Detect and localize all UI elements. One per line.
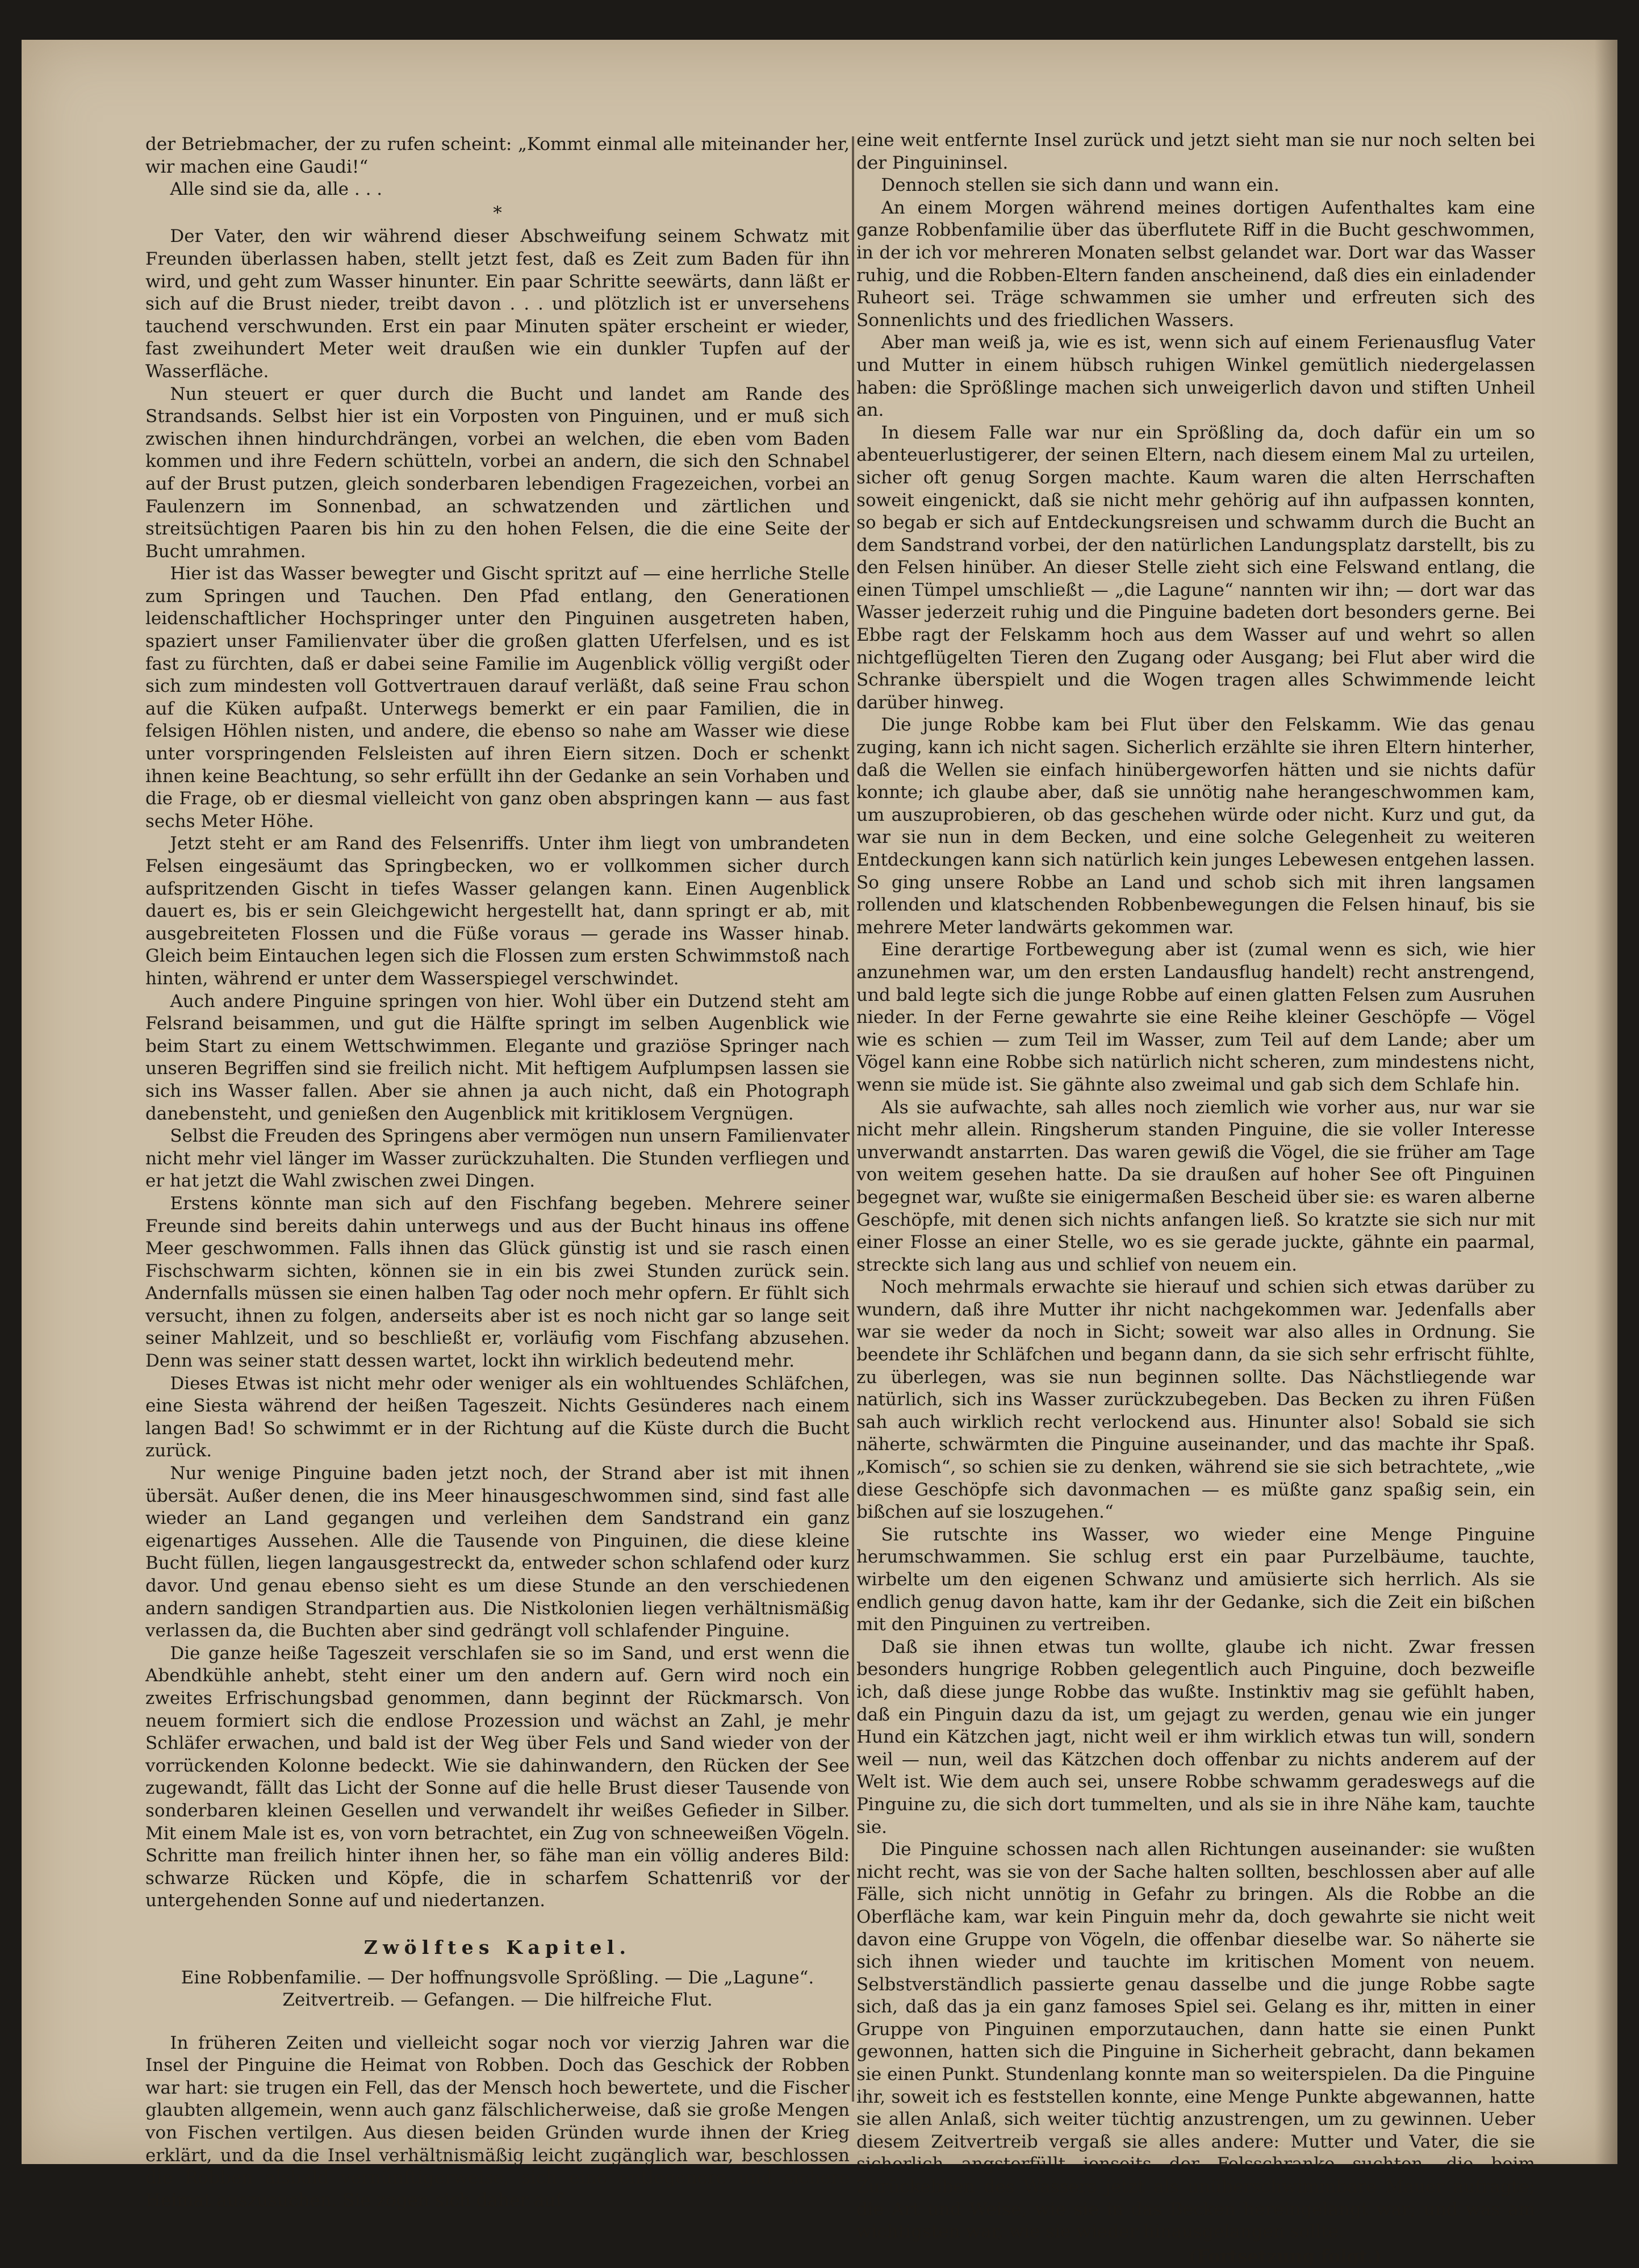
chapter-summary-line: Eine Robbenfamilie. — Der hoffnungsvolle Sprößling. — Die „Lagune“. [181, 1967, 814, 1988]
paragraph: Die ganze heiße Tageszeit verschlafen sie so im Sand, und erst wenn die Abendkühle anhebt, steht einer um den andern auf. Gern wird noch ein zweites Erfrischungsbad genommen, dann beginnt der Rückmarsch. Von neuem formiert sich die endlose Prozession und wächst an Zahl, je mehr Schläfer erwachen, und bald ist der Weg über Fels und Sand wieder von der vorrückenden Kolonne bedeckt. Wie sie dahinwandern, den Rücken der See zugewandt, fällt das Licht der Sonne auf die helle Brust dieser Tausende von sonderbaren kleinen Gesellen und verwandelt ihr weißes Gefieder in Silber. Mit einem Male ist es, von vorn betrachtet, ein Zug von schneeweißen Vögeln. Schritte man freilich hinter ihnen her, so fähe man ein völlig anderes Bild: schwarze Rücken und Köpfe, die in scharfem Schattenriß vor der untergehenden Sonne auf und niedertanzen. [145, 1643, 850, 1911]
paragraph: Aber man weiß ja, wie es ist, wenn sich auf einem Ferienausflug Vater und Mutter in einem hübsch ruhigen Winkel gemütlich niedergelassen haben: die Sprößlinge machen sich unweigerlich davon und stiften Unheil an. [856, 332, 1535, 421]
chapter-title: Zwölftes Kapitel. [363, 1936, 632, 1958]
chapter-heading [145, 1936, 850, 2012]
paragraph: eine weit entfernte Insel zurück und jetzt sieht man sie nur noch selten bei der Pinguininsel. [856, 130, 1535, 173]
paragraph: Noch mehrmals erwachte sie hierauf und schien sich etwas darüber zu wundern, daß ihre Mutter ihr nicht nachgekommen war. Jedenfalls aber war sie weder da noch in Sicht; soweit war also alles in Ordnung. Sie beendete ihr Schläfchen und begann dann, da sie sich sehr erfrischt fühlte, zu überlegen, was sie nun beginnen sollte. Das Nächstliegende war natürlich, sich ins Wasser zurückzubegeben. Das Becken zu ihren Füßen sah auch wirklich recht verlockend aus. Hinunter also! Sobald sie sich näherte, schwärmten die Pinguine auseinander, und das machte ihr Spaß. „Komisch“, so schien sie zu denken, während sie sie sich betrachtete, „wie diese Geschöpfe sich davonmachen — es müßte ganz spaßig sein, ein bißchen auf sie loszugehen.“ [856, 1277, 1535, 1523]
paragraph: Eine derartige Fortbewegung aber ist (zumal wenn es sich, wie hier anzunehmen war, um den ersten Landausflug handelt) recht anstrengend, und bald legte sich die junge Robbe auf einen glatten Felsen zum Ausruhen nieder. In der Ferne gewahrte sie eine Reihe kleiner Geschöpfe — Vögel wie es schien — zum Teil im Wasser, zum Teil auf dem Lande; aber um Vögel kann eine Robbe sich natürlich nicht scheren, zum mindestens nicht, wenn sie müde ist. Sie gähnte also zweimal und gab sich dem Schlafe hin. [856, 939, 1535, 1095]
paragraph: Erstens könnte man sich auf den Fischfang begeben. Mehrere seiner Freunde sind bereits dahin unterwegs und aus der Bucht hinaus ins offene Meer geschwommen. Falls ihnen das Glück günstig ist und sie rasch einen Fischschwarm sichten, können sie in ein bis zwei Stunden zurück sein. Andernfalls müssen sie einen halben Tag oder noch mehr opfern. Er fühlt sich versucht, ihnen zu folgen, anderseits aber ist es noch nicht gar so lange seit seiner Mahlzeit, und so beschließt er, vorläufig vom Fischfang abzusehen. Denn was seiner statt dessen wartet, lockt ihn wirklich bedeutend mehr. [145, 1193, 850, 1372]
paragraph: An einem Morgen während meines dortigen Aufenthaltes kam eine ganze Robbenfamilie über das überflutete Riff in die Bucht geschwommen, in der ich vor mehreren Monaten selbst gelandet war. Dort war das Wasser ruhig, und die Robben-Eltern fanden anscheinend, daß dies ein einladender Ruheort sei. Träge schwammen sie umher und erfreuten sich des Sonnenlichts und des friedlichen Wassers. [856, 197, 1535, 331]
paragraph: der Betriebmacher, der zu rufen scheint: „Kommt einmal alle miteinander her, wir machen eine Gaudi!“ [145, 134, 850, 177]
column-divider [852, 136, 854, 2102]
paragraph: Jetzt steht er am Rand des Felsenriffs. Unter ihm liegt von umbrandeten Felsen eingesäumt das Springbecken, wo er vollkommen sicher durch aufspritzenden Gischt in tiefes Wasser gelangen kann. Einen Augenblick dauert es, bis er sein Gleichgewicht hergestellt hat, dann springt er ab, mit ausgebreiteten Flossen und die Füße voraus — gerade ins Wasser hinab. Gleich beim Eintauchen legen sich die Flossen zum ersten Schwimmstoß nach hinten, während er unter dem Wasserspiegel verschwindet. [145, 833, 850, 989]
paragraph: In früheren Zeiten und vielleicht sogar noch vor vierzig Jahren war die Insel der Pinguine die Heimat von Robben. Doch das Geschick der Robben war hart: sie trugen ein Fell, das der Mensch hoch bewertete, und die Fischer glaubten allgemein, wenn auch ganz fälschlicherweise, daß sie große Mengen von Fischen vertilgen. Aus diesen beiden Gründen wurde ihnen der Krieg erklärt, und da die Insel verhältnismäßig leicht zugänglich war, beschlossen die Robben alsbald vernünftigerweise, sich eine entlegenere und sichere Heimat auszusuchen. Sie zogen sich daher auf [145, 2032, 850, 2211]
paragraph: Nur wenige Pinguine baden jetzt noch, der Strand aber ist mit ihnen übersät. Außer denen, die ins Meer hinausgeschwommen sind, sind fast alle wieder an Land gegangen und verleihen dem Sandstrand ein ganz eigenartiges Aussehen. Alle die Tausende von Pinguinen, die diese kleine Bucht füllen, liegen langausgestreckt da, entweder schon schlafend oder kurz davor. Und genau ebenso sieht es um diese Stunde an den verschiedenen andern sandigen Strandpartien aus. Die Nistkolonien liegen verhältnismäßig verlassen da, die Buchten aber sind gedrängt voll schlafender Pinguine. [145, 1463, 850, 1642]
paragraph: Alle sind sie da, alle . . . [170, 179, 383, 200]
paragraph: Die junge Robbe kam bei Flut über den Felskamm. Wie das genau zuging, kann ich nicht sagen. Sicherlich erzählte sie ihren Eltern hinterher, daß die Wellen sie einfach hinübergeworfen hätten und sie nichts dafür konnte; ich glaube aber, daß sie unnötig nahe herangeschwommen kam, um auszuprobieren, ob das geschehen würde oder nicht. Kurz und gut, da war sie nun in dem Becken, und eine solche Gelegenheit zu weiteren Entdeckungen kann sich natürlich kein junges Lebewesen entgehen lassen. So ging unsere Robbe an Land und schob sich mit ihren langsamen rollenden und klatschenden Robbenbewegungen die Felsen hinauf, bis sie mehrere Meter landwärts gekommen war. [856, 715, 1535, 938]
paragraph: Der Vater, den wir während dieser Abschweifung seinem Schwatz mit Freunden überlassen haben, stellt jetzt fest, daß es Zeit zum Baden für ihn wird, und geht zum Wasser hinunter. Ein paar Schritte seewärts, dann läßt er sich auf die Brust nieder, treibt davon . . . und plötzlich ist er unversehens tauchend verschwunden. Erst ein paar Minuten später erscheint er wieder, fast zweihundert Meter weit draußen wie ein dunkler Tupfen auf der Wasserfläche. [145, 226, 850, 382]
left-column [145, 133, 850, 2212]
paragraph: Als sie aufwachte, sah alles noch ziemlich wie vorher aus, nur war sie nicht mehr allein. Ringsherum standen Pinguine, die sie voller Interesse unverwandt anstarrten. Das waren gewiß die Vögel, die sie früher am Tage von weitem gesehen hatte. Da sie draußen auf hoher See oft Pinguinen begegnet war, wußte sie einigermaßen Bescheid über sie: es waren alberne Geschöpfe, mit denen sich nichts anfangen ließ. So kratzte sie sich nur mit einer Flosse an einer Stelle, wo es sie gerade juckte, gähnte ein paarmal, streckte sich lang aus und schlief von neuem ein. [856, 1097, 1535, 1275]
chapter-summary-line: Zeitvertreib. — Gefangen. — Die hilfreiche Flut. [282, 1990, 713, 2011]
section-star: * [493, 202, 502, 223]
continuation-note: (Fortsetzung folgt.) [1188, 2246, 1382, 2267]
paragraph: Selbst die Freuden des Springens aber vermögen nun unsern Familienvater nicht mehr viel länger im Wasser zurückzuhalten. Die Stunden verfliegen und er hat jetzt die Wahl zwischen zwei Dingen. [145, 1126, 850, 1192]
paragraph: Hier ist das Wasser bewegter und Gischt spritzt auf — eine herrliche Stelle zum Springen und Tauchen. Den Pfad entlang, den Generationen leidenschaftlicher Hochspringer unter den Pinguinen ausgetreten haben, spaziert unser Familienvater über die großen glatten Uferfelsen, und es ist fast zu fürchten, daß er dabei seine Familie im Augenblick völlig vergißt oder sich zum mindesten voll Gottvertrauen darauf verläßt, daß seine Frau schon auf die Küken aufpaßt. Unterwegs bemerkt er ein paar Familien, die in felsigen Höhlen nisten, und andere, die ebenso so nahe am Wasser wie diese unter vorspringenden Felsleisten auf ihren Eiern sitzen. Doch er schenkt ihnen keine Beachtung, so sehr erfüllt ihn der Gedanke an sein Vorhaben und die Frage, ob er diesmal vielleicht von ganz oben abspringen kann — aus fast sechs Meter Höhe. [145, 563, 850, 832]
newspaper-page [22, 40, 1617, 2267]
paragraph: Dennoch stellen sie sich dann und wann ein. [881, 175, 1280, 196]
paragraph: Auch andere Pinguine springen von hier. Wohl über ein Dutzend steht am Felsrand beisammen, und gut die Hälfte springt im selben Augenblick wie beim Start zu einem Wettschwimmen. Elegante und graziöse Springer nach unseren Begriffen sind sie freilich nicht. Mit heftigem Aufplumpsen lassen sie sich ins Wasser fallen. Aber sie ahnen ja auch nicht, daß ein Photograph danebensteht, und genießen den Augenblick mit kritiklosem Vergnügen. [145, 991, 850, 1124]
paragraph: Die Pinguine schossen nach allen Richtungen auseinander: sie wußten nicht recht, was sie von der Sache halten sollten, beschlossen aber auf alle Fälle, sich nicht unnötig in Gefahr zu bringen. Als die Robbe an die Oberfläche kam, war kein Pinguin mehr da, doch gewahrte sie nicht weit davon eine Gruppe von Vögeln, die offenbar dieselbe war. So näherte sie sich ihnen wieder und tauchte im kritischen Moment von neuem. Selbstverständlich passierte genau dasselbe und die junge Robbe sagte sich, daß das ja ein ganz famoses Spiel sei. Gelang es ihr, mitten in einer Gruppe von Pinguinen emporzutauchen, dann hatte sie einen Punkt gewonnen, hatten sich die Pinguine in Sicherheit gebracht, dann bekamen sie einen Punkt. Stundenlang konnte man so weiterspielen. Da die Pinguine ihr, soweit ich es feststellen konnte, eine Menge Punkte abgewannen, hatte sie allen Anlaß, sich weiter tüchtig anzustrengen, um zu gewinnen. Ueber diesem Zeitvertreib vergaß sie alles andere: Mutter und Vater, die sie sicherlich angsterfüllt jenseits der Felsschranke suchten, die beim Zurückebben des Wassers jetzt als unüberschwimmbare Mauer aufragte; die Art und Weise, wie sie in das Becken hereingelangt war; und was am wichtigsten war, wie sie wieder hinausgelangen sollte. [856, 1839, 1535, 2242]
paragraph: Dieses Etwas ist nicht mehr oder weniger als ein wohltuendes Schläfchen, eine Siesta während der heißen Tageszeit. Nichts Gesünderes nach einem langen Bad! So schwimmt er in der Richtung auf die Küste durch die Bucht zurück. [145, 1373, 850, 1461]
paragraph: In diesem Falle war nur ein Sprößling da, doch dafür ein um so abenteuerlustigerer, der seinen Eltern, nach diesem einem Mal zu urteilen, sicher oft genug Sorgen machte. Kaum waren die alten Herrschaften soweit eingenickt, daß sie nicht mehr gehörig auf ihn aufpassen konnten, so begab er sich auf Entdeckungsreisen und schwamm durch die Bucht an dem Sandstrand vorbei, der den natürlichen Landungsplatz darstellt, bis zu den Felsen hinüber. An dieser Stelle zieht sich eine Felswand entlang, die einen Tümpel umschließt — „die Lagune“ nannten wir ihn; — dort war das Wasser jederzeit ruhig und die Pinguine badeten dort besonders gerne. Bei Ebbe ragt der Felskamm hoch aus dem Wasser auf und wehrt so allen nichtgeflügelten Tieren den Zugang oder Ausgang; bei Flut aber wird die Schranke überspielt und die Wogen tragen alles Schwimmende leicht darüber hinweg. [856, 422, 1535, 713]
paragraph: Daß sie ihnen etwas tun wollte, glaube ich nicht. Zwar fressen besonders hungrige Robben gelegentlich auch Pinguine, doch bezweifle ich, daß diese junge Robbe das wußte. Instinktiv mag sie gefühlt haben, daß ein Pinguin dazu da ist, um gejagt zu werden, genau wie ein junger Hund ein Kätzchen jagt, nicht weil er ihm wirklich etwas tun will, sondern weil — nun, weil das Kätzchen doch offenbar zu nichts anderem auf der Welt ist. Wie dem auch sei, unsere Robbe schwamm geradeswegs auf die Pinguine zu, die sich dort tummelten, und als sie in ihre Nähe kam, tauchte sie. [856, 1636, 1535, 1837]
paragraph: Nun steuert er quer durch die Bucht und landet am Rande des Strandsands. Selbst hier ist ein Vorposten von Pinguinen, und er muß sich zwischen ihnen hindurchdrängen, vorbei an welchen, die eben vom Baden kommen und ihre Federn schütteln, vorbei an andern, die sich den Schnabel auf der Brust putzen, gleich sonderbaren lebendigen Fragezeichen, vorbei an Faulenzern im Sonnenbad, an schwatzenden und zärtlichen und streitsüchtigen Paaren bis hin zu den hohen Felsen, die die eine Seite der Bucht umrahmen. [145, 383, 850, 562]
right-column [856, 130, 1535, 2268]
paragraph: Sie rutschte ins Wasser, wo wieder eine Menge Pinguine herumschwammen. Sie schlug erst ein paar Purzelbäume, tauchte, wirbelte um den eigenen Schwanz und amüsierte sich herrlich. Als sie endlich genug davon hatte, kam ihr der Gedanke, sich die Zeit ein bißchen mit den Pinguinen zu vertreiben. [856, 1524, 1535, 1635]
